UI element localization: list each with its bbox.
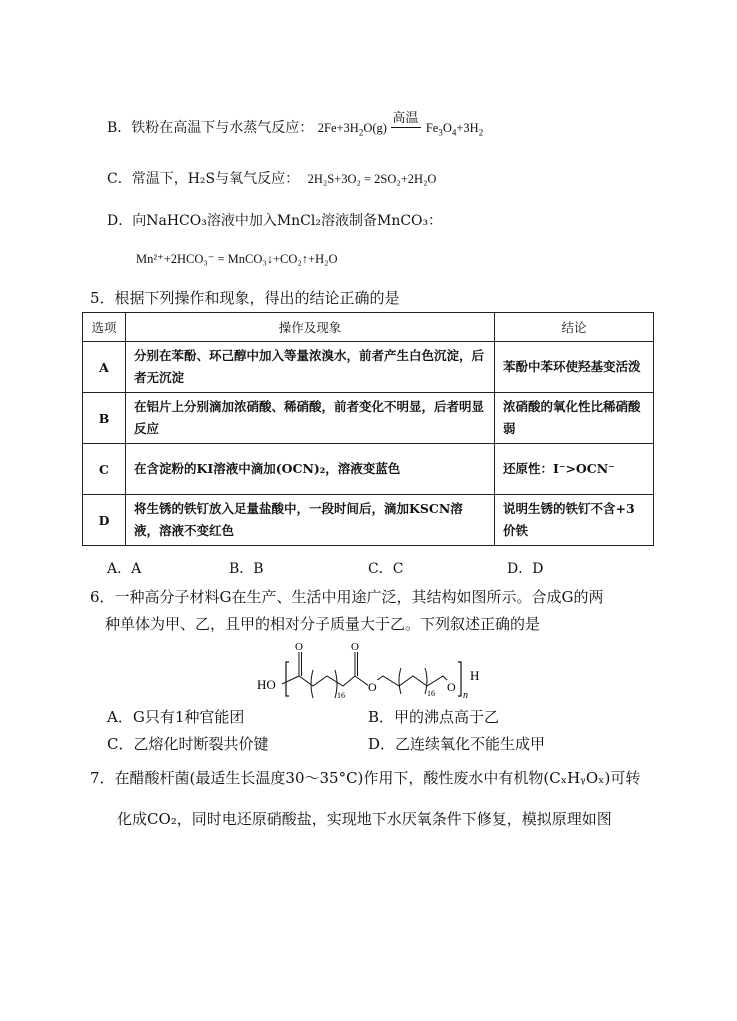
q4-d-equation: Mn²⁺+2HCO₃⁻ = MnCO₃↓+CO₂↑+H₂O (136, 252, 338, 266)
carbonyl-o-2: O (351, 641, 359, 653)
row-option: A (83, 342, 126, 393)
row-conclusion: 浓硝酸的氧化性比稀硝酸弱 (495, 393, 654, 444)
q4-b-condition-arrow (391, 111, 421, 135)
row-operation: 在铝片上分别滴加浓硝酸、稀硝酸，前者变化不明显，后者明显反应 (126, 393, 495, 444)
row-conclusion: 说明生锈的铁钉不含+3价铁 (495, 495, 654, 546)
table-header-row (83, 313, 654, 342)
q6-choice-a: A．G只有1种官能团 (107, 708, 245, 726)
carbonyl-o-1: O (295, 641, 303, 653)
row-operation: 在含淀粉的KI溶液中滴加(OCN)₂，溶液变蓝色 (126, 444, 495, 495)
row-operation: 将生锈的铁钉放入足量盐酸中，一段时间后，滴加KSCN溶液，溶液不变红色 (126, 495, 495, 546)
q6-choice-b: B．甲的沸点高于乙 (368, 708, 500, 726)
table-row (83, 393, 654, 444)
inner-bracket (311, 670, 313, 698)
q7-line1: 7．在醋酸杆菌(最适生长温度30～35°C)作用下，酸性废水中有机物(CₓHᵧOₓ)可转 (90, 769, 641, 787)
header-option: 选项 (83, 313, 126, 342)
terminal-o: O (447, 680, 456, 694)
row-conclusion: 还原性：I⁻>OCN⁻ (495, 444, 654, 495)
q4-c-equation: 2H₂S+3O₂ = 2SO₂+2H₂O (307, 172, 437, 186)
header-conclusion: 结论 (495, 313, 654, 342)
q4-b-condition: 高温 (392, 111, 419, 126)
subscript-16-b: 16 (427, 689, 435, 698)
q6-choice-c: C．乙熔化时断裂共价键 (107, 735, 269, 753)
q6-choice-d: D．乙连续氧化不能生成甲 (368, 735, 546, 753)
table-row (83, 342, 654, 393)
q4-b-equation-left: $2Fe+3H_2O(g)$ (317, 121, 387, 138)
table-row (83, 444, 654, 495)
subscript-16-a: 16 (337, 691, 345, 700)
inner-bracket (399, 668, 401, 694)
q4-b-text: B．铁粉在高温下与水蒸气反应： (107, 120, 314, 136)
row-conclusion: 苯酚中苯环使羟基变活泼 (495, 342, 654, 393)
q6-stem-line1: 6．一种高分子材料G在生产、生活中用途广泛，其结构如图所示。合成G的两 (90, 588, 604, 606)
row-option: C (83, 444, 126, 495)
q5-choice-c: C．C (368, 561, 404, 577)
q5-choice-d: D．D (507, 561, 544, 577)
q5-table (82, 312, 654, 546)
polymer-structure-diagram (255, 640, 495, 700)
structure-h-label: H (470, 668, 480, 683)
row-option: D (83, 495, 126, 546)
q4-c-text: C．常温下，H₂S与氧气反应： (107, 171, 300, 187)
ester-o: O (368, 680, 377, 694)
q5-choice-b: B．B (229, 561, 264, 577)
row-option: B (83, 393, 126, 444)
q4-option-b (107, 111, 484, 138)
repeat-n: n (463, 690, 468, 700)
table-row (83, 495, 654, 546)
q5-choice-a: A．A (107, 561, 142, 577)
q7-line2: 化成CO₂，同时电还原硝酸盐，实现地下水厌氧条件下修复，模拟原理如图 (117, 810, 612, 828)
structure-ho-label: HO (257, 677, 276, 692)
q6-stem-line2: 种单体为甲、乙，且甲的相对分子质量大于乙。下列叙述正确的是 (105, 615, 541, 633)
q4-option-c (107, 168, 436, 188)
structure-right-bracket (458, 662, 461, 696)
row-operation: 分别在苯酚、环己醇中加入等量浓溴水，前者产生白色沉淀，后者无沉淀 (126, 342, 495, 393)
structure-left-bracket (286, 662, 289, 696)
q4-option-d: D．向NaHCO₃溶液中加入MnCl₂溶液制备MnCO₃： (107, 213, 443, 229)
q4-b-equation-right: $Fe_3O_4+3H_2$ (425, 121, 484, 138)
q5-stem: 5．根据下列操作和现象，得出的结论正确的是 (90, 289, 400, 307)
header-operation: 操作及现象 (126, 313, 495, 342)
